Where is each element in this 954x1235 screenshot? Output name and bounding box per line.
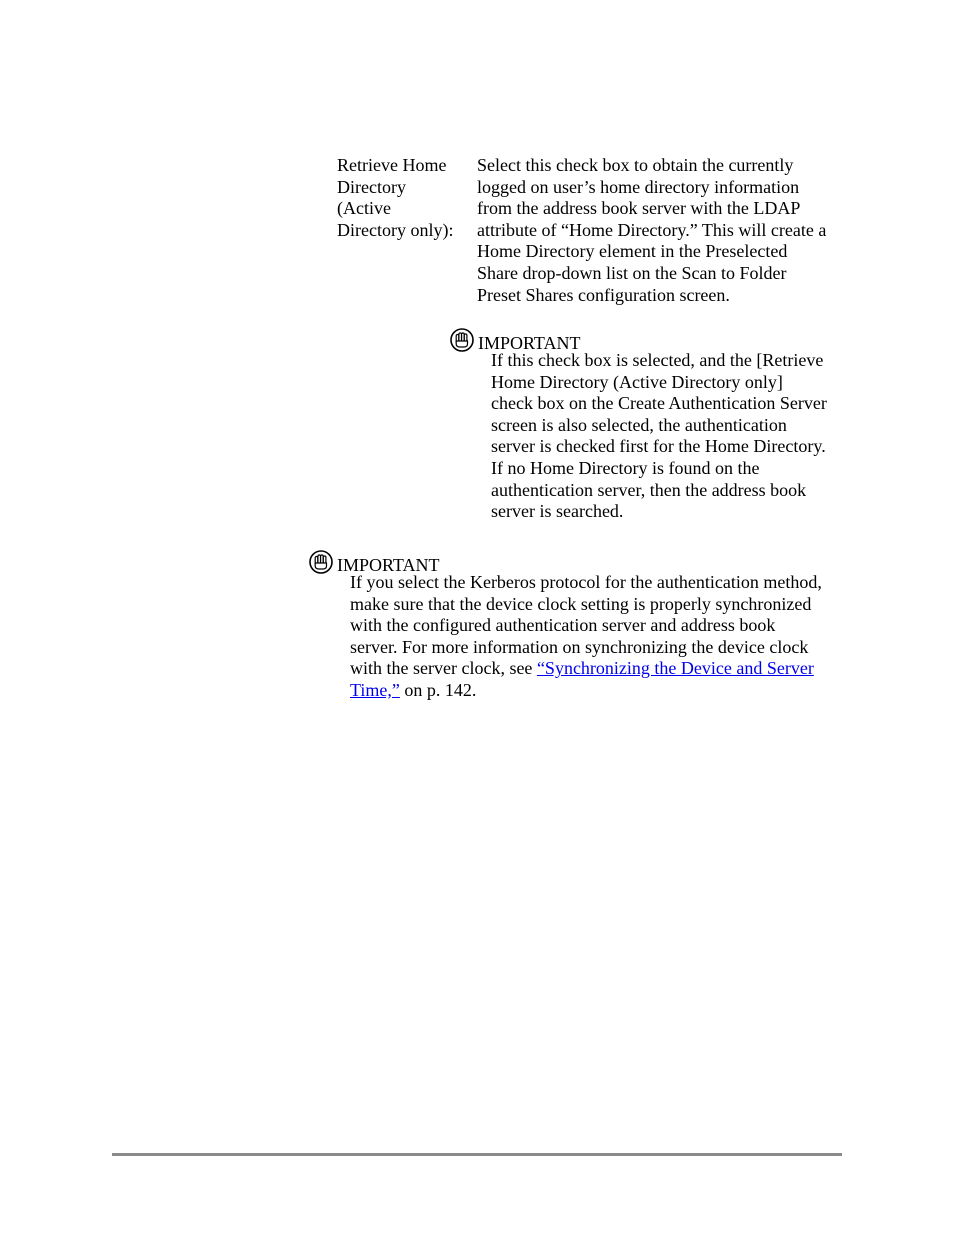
note-line: check box on the Create Authentication Server (491, 393, 827, 414)
note-line: server is searched. (491, 501, 624, 522)
term-line: (Active (337, 198, 391, 219)
term-line: Directory (337, 176, 406, 197)
note-line (350, 680, 822, 702)
important-hand-icon (450, 328, 474, 352)
note-label: IMPORTANT (337, 555, 440, 575)
note-line: authentication server, then the address book (491, 479, 807, 500)
note-line: with the configured authentication server and address book (350, 615, 776, 636)
note-line (350, 658, 822, 680)
note-text: with the server clock, see (350, 658, 537, 679)
definition-description (477, 155, 847, 306)
note-line: server is checked first for the Home Directory. (491, 436, 826, 457)
description-line: logged on user’s home directory information (477, 176, 800, 197)
note-label: IMPORTANT (478, 333, 581, 353)
note-line: If you select the Kerberos protocol for the authentication method, (350, 572, 822, 592)
description-line: from the address book server with the LDAP (477, 198, 801, 219)
description-line: Select this check box to obtain the currently (477, 155, 794, 175)
note-line: If this check box is selected, and the [Retrieve (491, 350, 824, 370)
note-line: Home Directory (Active Directory only] (491, 371, 783, 392)
definition-term (337, 155, 467, 241)
important-hand-icon (309, 550, 333, 574)
important-note-inner (450, 328, 827, 523)
term-line: Directory only): (337, 219, 454, 240)
cross-reference-link-continued[interactable]: Time,” (350, 679, 400, 700)
term-line: Retrieve Home (337, 155, 447, 175)
note-line: screen is also selected, the authentication (491, 414, 787, 435)
description-line: Home Directory element in the Preselected (477, 241, 788, 262)
note-line: server. For more information on synchronizing the device clock (350, 636, 809, 657)
description-line: Share drop-down list on the Scan to Folder (477, 262, 787, 283)
description-line: Preset Shares configuration screen. (477, 284, 730, 305)
description-line: attribute of “Home Directory.” This will create a (477, 219, 827, 240)
note-line: make sure that the device clock setting is properly synchronized (350, 593, 812, 614)
note-line: If no Home Directory is found on the (491, 457, 760, 478)
footer-rule (112, 1153, 842, 1156)
important-note-outer (309, 550, 822, 702)
page-reference: on p. 142. (399, 679, 477, 700)
note-body (350, 572, 822, 702)
cross-reference-link[interactable]: “Synchronizing the Device and Server (536, 658, 814, 679)
note-body (491, 350, 827, 523)
